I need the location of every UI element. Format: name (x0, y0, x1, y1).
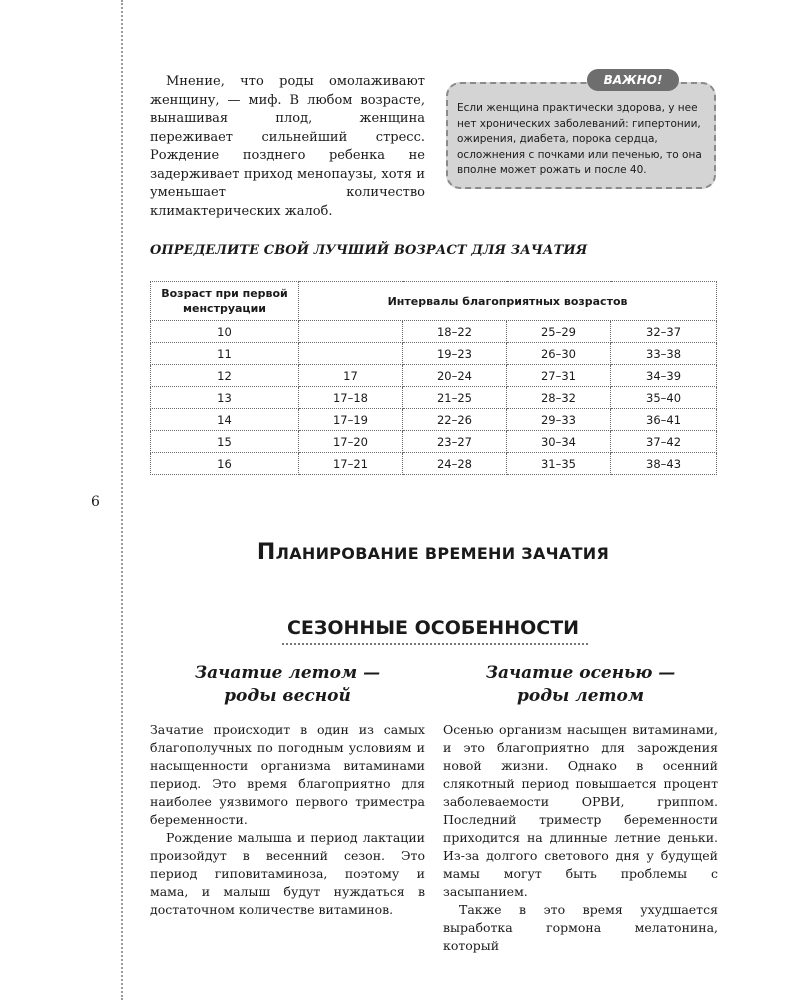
table-cell-interval: 38–43 (611, 453, 717, 475)
table-cell-interval: 25–29 (507, 321, 611, 343)
table-cell-interval: 34–39 (611, 365, 717, 387)
table-cell-interval: 24–28 (403, 453, 507, 475)
left-column-title (150, 662, 425, 708)
table-row (151, 431, 717, 453)
table-row (151, 387, 717, 409)
right-paragraph-2: Также в это время ухудшается выработка гормона мелатонина, который (443, 902, 718, 953)
left-title-line1: Зачатие летом — (194, 663, 381, 683)
table-cell-interval: 18–22 (403, 321, 507, 343)
table-row (151, 365, 717, 387)
table-cell-interval: 20–24 (403, 365, 507, 387)
left-paragraph-1: Зачатие происходит в один из самых благополучных по погодным условиям и насыщенности организма витаминами период. Это время благоприятно для наиболее уязвимого первого триместра беременности. (150, 722, 425, 827)
page-number: 6 (91, 494, 100, 510)
table-cell-interval: 21–25 (403, 387, 507, 409)
table-cell-interval: 37–42 (611, 431, 717, 453)
table-cell-menarche-age: 15 (151, 431, 299, 453)
table-cell-interval: 17–18 (299, 387, 403, 409)
table-cell-menarche-age: 11 (151, 343, 299, 365)
table-cell-interval: 17–21 (299, 453, 403, 475)
table-header-favorable-intervals: Интервалы благоприятных возрастов (299, 282, 717, 321)
important-callout-text: Если женщина практически здорова, у нее нет хронических заболеваний: гипертонии, ожирения, диабета, порока сердца, осложнения с почками или печенью, то она вполне может рожать и после 40. (457, 102, 702, 176)
table-cell-interval: 19–23 (403, 343, 507, 365)
table-cell-interval: 32–37 (611, 321, 717, 343)
important-badge: ВАЖНО! (587, 69, 679, 91)
right-title-line2: роды летом (516, 686, 644, 706)
conception-age-table (150, 281, 717, 475)
table-cell-interval: 26–30 (507, 343, 611, 365)
right-column-text (443, 721, 718, 955)
table-cell-interval: 17–19 (299, 409, 403, 431)
table-cell-menarche-age: 10 (151, 321, 299, 343)
table-cell-interval: 30–34 (507, 431, 611, 453)
table-cell-menarche-age: 12 (151, 365, 299, 387)
table-cell-interval: 33–38 (611, 343, 717, 365)
table-cell-interval: 27–31 (507, 365, 611, 387)
section-title-initial: П (256, 540, 276, 565)
table-row (151, 343, 717, 365)
table-cell-interval: 28–32 (507, 387, 611, 409)
table-cell-interval: 29–33 (507, 409, 611, 431)
table-cell-interval: 36–41 (611, 409, 717, 431)
table-cell-interval (299, 343, 403, 365)
right-paragraph-1: Осенью организм насыщен витаминами, и это благоприятно для зарождения новой жизни. Однако в осенний слякотный период повышается процент заболеваемости ОРВИ, гриппом. Последний триместр беременности приходится на длинные летние деньки. Из-за долгого светового дня у будущей мамы могут быть проблемы с засыпанием. (443, 722, 718, 899)
table-cell-interval: 31–35 (507, 453, 611, 475)
table-cell-menarche-age: 16 (151, 453, 299, 475)
left-paragraph-2: Рождение малыша и период лактации произойдут в весенний сезон. Это период гиповитаминоза, поэтому и мама, и малыш будут нуждаться в достаточном количестве витаминов. (150, 830, 425, 917)
right-title-line1: Зачатие осенью — (485, 663, 676, 683)
table-row (151, 409, 717, 431)
margin-dotted-line (121, 0, 123, 1000)
table-cell-menarche-age: 13 (151, 387, 299, 409)
left-column-text (150, 721, 425, 919)
table-row (151, 453, 717, 475)
table-header-row (151, 282, 717, 321)
left-title-line2: роды весной (224, 686, 351, 706)
table-cell-interval (299, 321, 403, 343)
section-title-rest: ЛАНИРОВАНИЕ ВРЕМЕНИ ЗАЧАТИЯ (275, 544, 610, 563)
section-title (0, 540, 800, 565)
table-cell-interval: 22–26 (403, 409, 507, 431)
table-heading: ОПРЕДЕЛИТЕ СВОЙ ЛУЧШИЙ ВОЗРАСТ ДЛЯ ЗАЧАТИЯ (150, 243, 588, 258)
table-header-first-menstruation: Возраст при первой менструации (151, 282, 299, 321)
table-cell-interval: 17 (299, 365, 403, 387)
table-cell-interval: 23–27 (403, 431, 507, 453)
table-cell-menarche-age: 14 (151, 409, 299, 431)
subsection-title: СЕЗОННЫЕ ОСОБЕННОСТИ (286, 617, 580, 639)
intro-paragraph: Мнение, что роды омолаживают женщину, — миф. В любом возрасте, вынашивая плод, женщина переживает сильнейший стресс. Рождение позднего ребенка не задерживает приход менопаузы, хотя и уменьшает количество климактерических жалоб. (150, 74, 425, 219)
table-cell-interval: 17–20 (299, 431, 403, 453)
table-row (151, 321, 717, 343)
table-cell-interval: 35–40 (611, 387, 717, 409)
subsection-underline (282, 643, 588, 645)
right-column-title (443, 662, 718, 708)
